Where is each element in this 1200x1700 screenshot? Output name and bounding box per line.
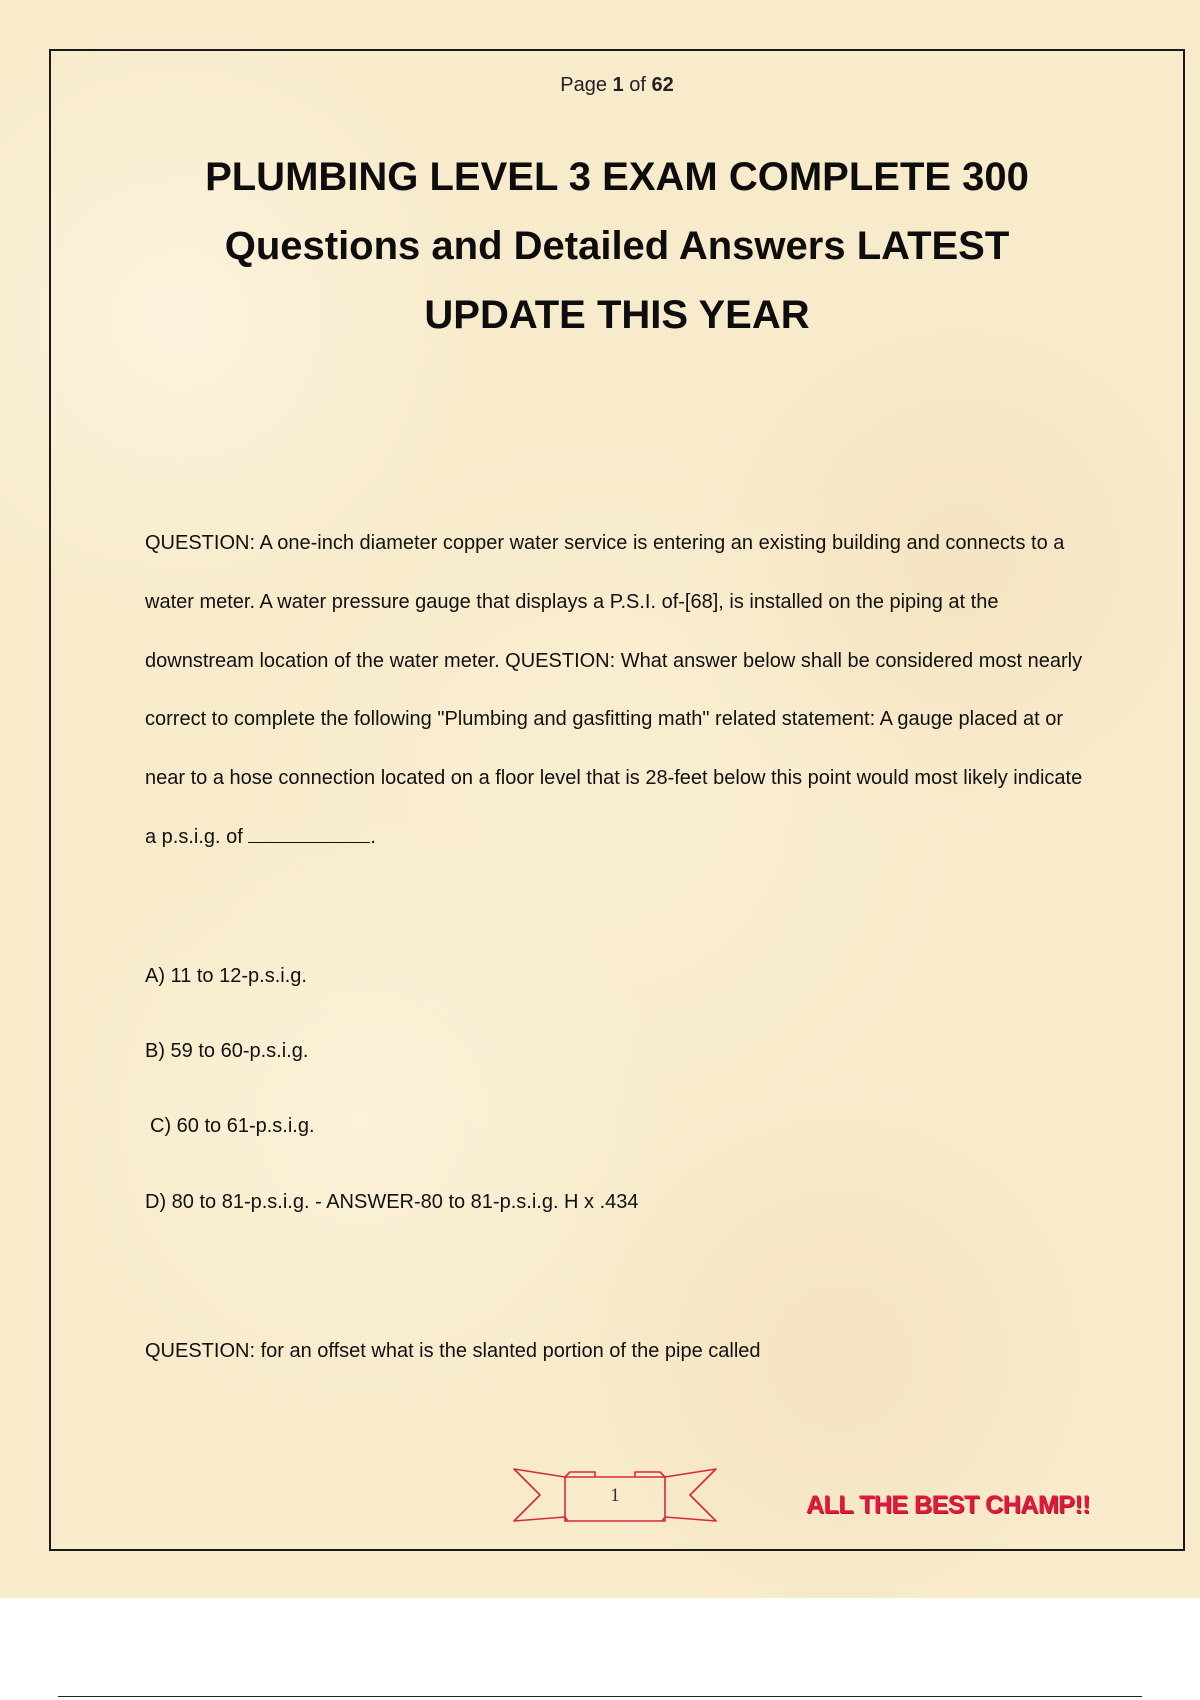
page-number-ribbon	[510, 1465, 720, 1535]
question-1-text: QUESTION: A one-inch diameter copper water service is entering an existing building and connects to a water meter. A water pressure gauge that displays a P.S.I. of-[68], is installed on the piping at the downstream location of the water meter. QUESTION: What answer below shall be considered most nearly correct to complete the following "Plumbing and gasfitting math" related statement: A gauge placed at or near to a hose connection located on a floor level that is 28-feet below this point would most likely indicate a p.s.i.g. of	[145, 532, 1083, 848]
page-indicator	[0, 74, 1200, 97]
bottom-divider	[58, 1696, 1142, 1697]
answer-blank	[248, 822, 370, 843]
motto-text: ALL THE BEST CHAMP!!	[806, 1491, 1090, 1519]
page-separator: of	[629, 74, 646, 96]
page-prefix: Page	[560, 74, 607, 96]
page-current: 1	[612, 74, 624, 96]
page-number: 1	[610, 1485, 620, 1506]
question-1-end: .	[370, 825, 376, 848]
question-2: QUESTION: for an offset what is the slanted portion of the pipe called	[145, 1340, 761, 1362]
question-1	[145, 514, 1085, 867]
document-title: PLUMBING LEVEL 3 EXAM COMPLETE 300 Questions and Detailed Answers LATEST UPDATE THIS YEAR	[205, 155, 1029, 337]
option-c: C) 60 to 61-p.s.i.g.	[150, 1115, 315, 1137]
option-b: B) 59 to 60-p.s.i.g.	[145, 1040, 309, 1062]
option-d: D) 80 to 81-p.s.i.g. - ANSWER-80 to 81-p.s.i.g. H x .434	[145, 1191, 639, 1213]
option-a: A) 11 to 12-p.s.i.g.	[145, 965, 307, 987]
page-total: 62	[651, 74, 674, 96]
